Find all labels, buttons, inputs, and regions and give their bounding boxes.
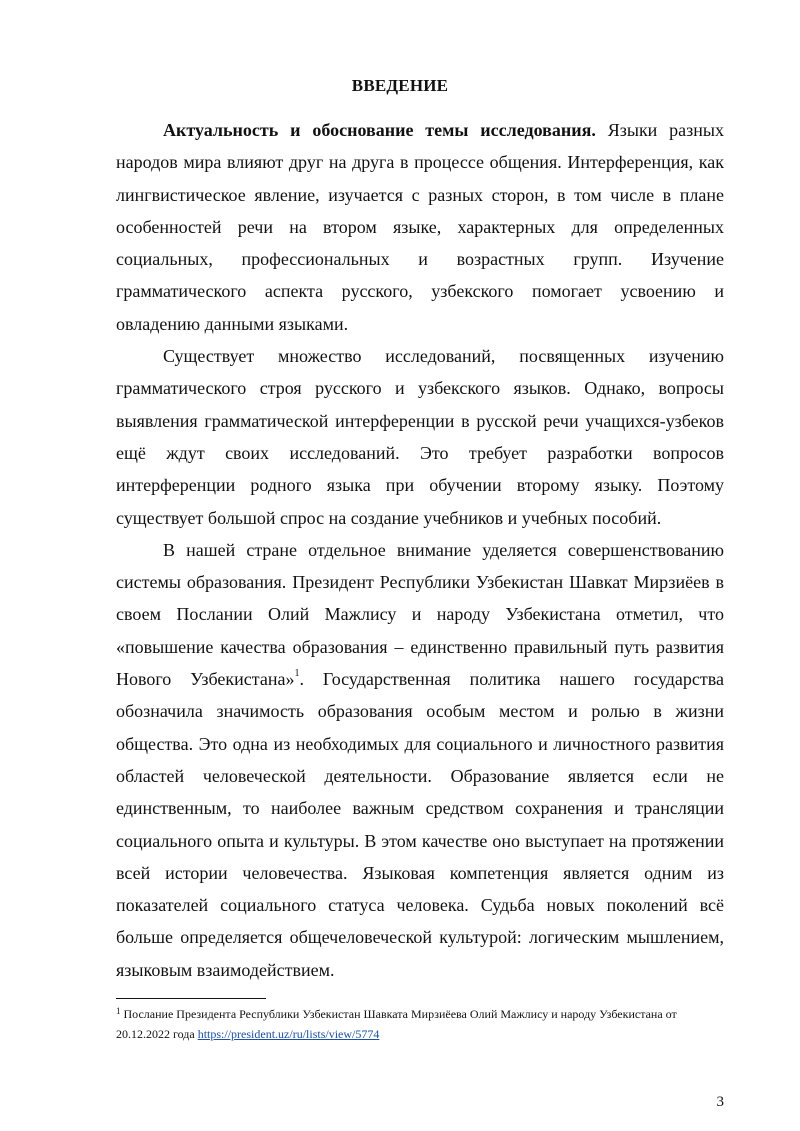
paragraph-relevance: [116, 114, 724, 340]
body-text: [116, 114, 724, 986]
page-number: 3: [716, 1094, 724, 1110]
paragraph-text: Языки разных народов мира влияют друг на друга в процессе общения. Интерференция, как лингвистическое явление, изучается с разных сторон, в том числе в плане особенностей речи на втором языке, характерных для определенных социальных, профессиональных и возрастных групп. Изучение грамматического аспекта русского, узбекского помогает усвоению и овладению данными языками.: [116, 120, 725, 334]
paragraph-lead: Актуальность и обоснование темы исследования.: [163, 120, 596, 140]
footnote: [116, 1004, 726, 1044]
page-title: ВВЕДЕНИЕ: [351, 76, 449, 95]
footnote-separator: [116, 998, 266, 999]
footnote-link[interactable]: https://president.uz/ru/lists/view/5774: [197, 1027, 380, 1041]
paragraph-text: В нашей стране отдельное внимание уделяется совершенствованию системы образования. Президент Республики Узбекистан Шавкат Мирзиёев в своем Послании Олий Мажлису и народу Узбекистана отметил, что «повышение качества образования – единственно правильный путь развития Нового Узбекистана»: [116, 539, 724, 690]
paragraph-text: . Государственная политика нашего государства обозначила значимость образования особым местом и ролью в жизни общества. Это одна из необходимых для социального и личностного развития областей человеческой деятельности. Образование является если не единственным, то наиболее важным средством сохранения и трансляции социального опыта и культуры. В этом качестве оно выступает на протяжении всей истории человечества. Языковая компетенция является одним из показателей социального статуса человека. Судьба новых поколений всё больше определяется общечеловеческой культурой: логическим мышлением, языковым взаимодействием.: [116, 669, 724, 980]
footnote-number: 1: [116, 1006, 121, 1016]
paragraph-research: Существует множество исследований, посвященных изучению грамматического строя русского и узбекского языков. Однако, вопросы выявления грамматической интерференции в русской речи учащихся-узбеков ещё ждут своих исследований. Это требует разработки вопросов интерференции родного языка при обучении второму языку. Поэтому существует большой спрос на создание учебников и учебных пособий.: [116, 346, 724, 528]
footnote-text: Послание Президента Республики Узбекистан Шавката Мирзиёева Олий Мажлису и народу Узбекистана от 20.12.2022 года: [116, 1007, 677, 1041]
footnote-reference[interactable]: 1: [294, 668, 300, 680]
paragraph-education: [116, 534, 724, 986]
